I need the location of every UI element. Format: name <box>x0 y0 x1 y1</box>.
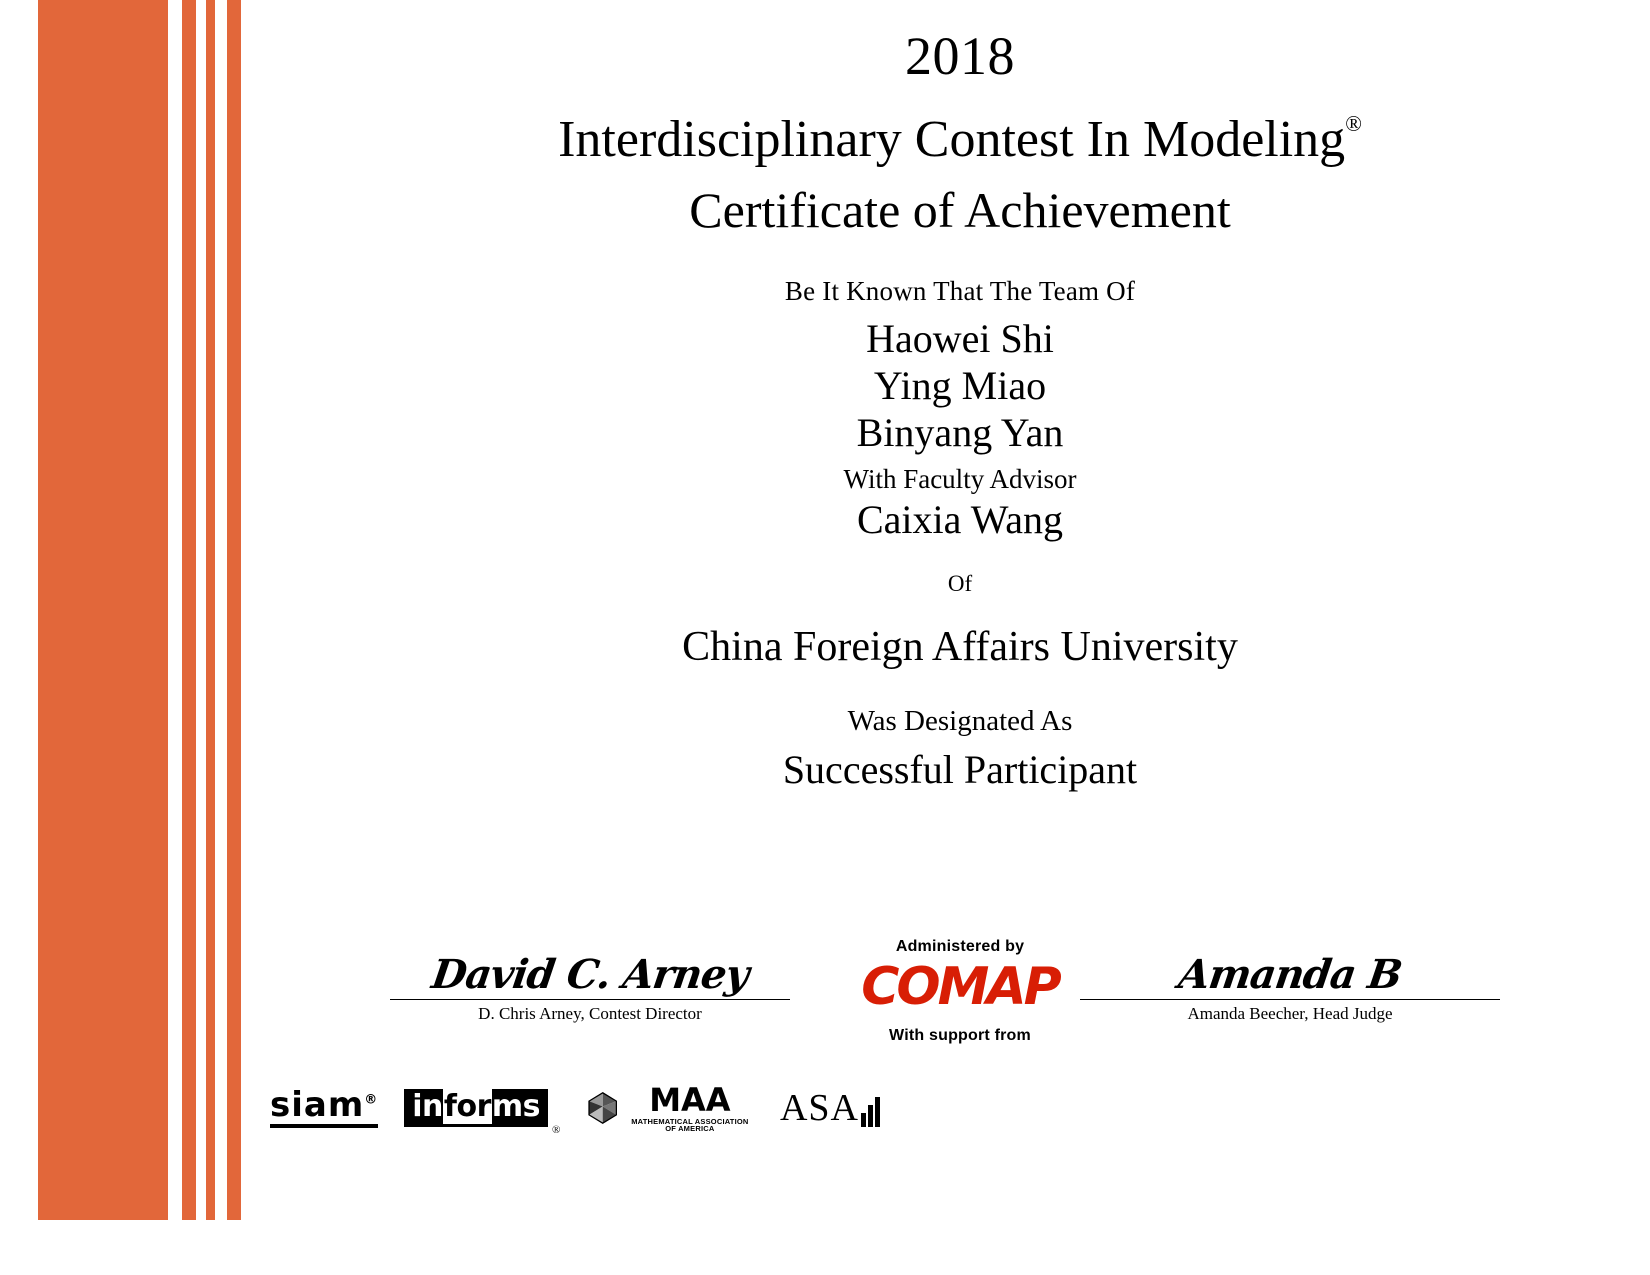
accent-bar-wide <box>38 0 168 1220</box>
registered-trademark-icon: ® <box>1345 111 1362 137</box>
maa-logo-subtitle: MATHEMATICAL ASSOCIATION OF AMERICA <box>631 1116 749 1133</box>
asa-logo <box>780 1089 880 1127</box>
certificate-year: 2018 <box>905 26 1015 86</box>
siam-registered-icon: ® <box>364 1092 379 1108</box>
administration-block <box>760 938 1160 1045</box>
designated-label: Was Designated As <box>847 705 1073 738</box>
maa-logo <box>586 1080 754 1133</box>
team-member: Haowei Shi <box>866 315 1054 361</box>
team-member: Binyang Yan <box>856 410 1064 456</box>
of-label: Of <box>947 571 973 597</box>
comap-logo: COMAP <box>861 957 1059 1017</box>
informs-logo-text: informs <box>412 1089 540 1124</box>
informs-logo <box>404 1089 548 1127</box>
signature-block-contest-director <box>390 951 790 1024</box>
designation-award: Successful Participant <box>782 747 1138 793</box>
accent-bar-medium <box>182 0 196 1220</box>
siam-logo-text: siam <box>270 1085 365 1125</box>
informs-registered-icon: ® <box>552 1124 561 1136</box>
advisor-name: Caixia Wang <box>857 497 1063 543</box>
icosahedron-icon <box>586 1086 619 1130</box>
decorative-side-bars <box>0 0 270 1220</box>
support-from-label: With support from <box>889 1026 1031 1044</box>
siam-logo <box>270 1085 379 1128</box>
signature-caption-arney: D. Chris Arney, Contest Director <box>478 1004 702 1023</box>
administered-by-label: Administered by <box>895 938 1025 955</box>
maa-logo-text-group <box>626 1080 754 1133</box>
signature-rule <box>390 999 790 1000</box>
team-intro-label: Be It Known That The Team Of <box>784 275 1136 306</box>
team-member-list <box>270 315 1650 457</box>
certificate-subtitle: Certificate of Achievement <box>689 182 1231 239</box>
asa-bars-icon <box>861 1093 880 1127</box>
maa-logo-text: MAA <box>649 1080 731 1119</box>
contest-title-text: Interdisciplinary Contest In Modeling <box>558 110 1346 168</box>
sponsor-logo-row <box>270 1078 880 1138</box>
team-member: Ying Miao <box>873 362 1047 408</box>
signature-image-beecher: Amanda B <box>1175 951 1405 998</box>
institution-name: China Foreign Affairs University <box>682 624 1238 671</box>
signature-image-arney: David C. Arney <box>428 951 752 998</box>
asa-logo-text: ASA <box>779 1087 859 1129</box>
signature-caption-beecher: Amanda Beecher, Head Judge <box>1187 1004 1393 1023</box>
accent-bar-thin <box>206 0 215 1220</box>
contest-title <box>270 107 1650 174</box>
advisor-label: With Faculty Advisor <box>843 464 1077 495</box>
accent-bar-thin-2 <box>227 0 241 1220</box>
